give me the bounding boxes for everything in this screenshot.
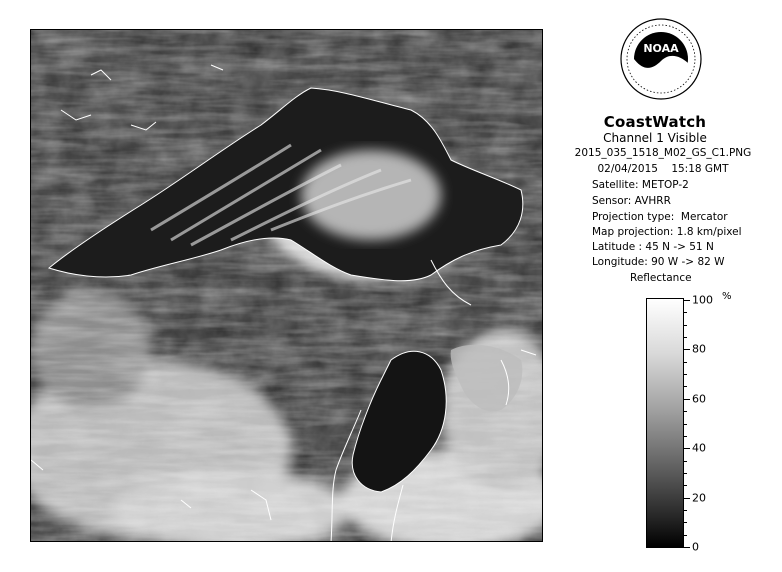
channel-subtitle: Channel 1 Visible (603, 131, 707, 145)
noaa-seal-icon (619, 17, 703, 101)
colorbar-title: Reflectance (630, 272, 692, 284)
projection-type-info: Projection type: Mercator (592, 211, 728, 223)
map-image (31, 30, 543, 542)
colorbar-minor-tick (684, 312, 687, 313)
colorbar-minor-tick (684, 362, 687, 363)
colorbar-tick-label: 100 (692, 293, 713, 307)
reflectance-colorbar (646, 298, 684, 548)
colorbar-major-tick (684, 399, 690, 400)
colorbar-major-tick (684, 349, 690, 350)
colorbar-minor-tick (684, 374, 687, 375)
map-projection-info: Map projection: 1.8 km/pixel (592, 226, 742, 238)
svg-text:NOAA: NOAA (643, 42, 679, 55)
colorbar-minor-tick (684, 337, 687, 338)
colorbar-minor-tick (684, 436, 687, 437)
image-filename: 2015_035_1518_M02_GS_C1.PNG (574, 147, 752, 159)
colorbar-tick-label: 0 (692, 540, 699, 554)
colorbar-major-tick (684, 300, 690, 301)
colorbar-minor-tick (684, 473, 687, 474)
colorbar-minor-tick (684, 411, 687, 412)
longitude-info: Longitude: 90 W -> 82 W (592, 256, 725, 268)
colorbar-minor-tick (684, 386, 687, 387)
colorbar-minor-tick (684, 424, 687, 425)
colorbar-major-tick (684, 547, 690, 548)
colorbar-tick-label: 80 (692, 342, 706, 356)
image-datetime: 02/04/2015 15:18 GMT (597, 163, 729, 175)
colorbar-tick-label: 20 (692, 491, 706, 505)
colorbar-minor-tick (684, 522, 687, 523)
colorbar-unit: % (722, 291, 732, 302)
colorbar-tick-label: 60 (692, 392, 706, 406)
colorbar-minor-tick (684, 535, 687, 536)
sensor-info: Sensor: AVHRR (592, 195, 671, 207)
colorbar-minor-tick (684, 461, 687, 462)
latitude-info: Latitude : 45 N -> 51 N (592, 241, 714, 253)
colorbar-major-tick (684, 498, 690, 499)
colorbar-minor-tick (684, 325, 687, 326)
colorbar-major-tick (684, 448, 690, 449)
colorbar-tick-label: 40 (692, 441, 706, 455)
satellite-map (30, 29, 543, 542)
colorbar-minor-tick (684, 485, 687, 486)
product-title: CoastWatch (603, 113, 707, 131)
noaa-logo (619, 17, 703, 101)
satellite-info: Satellite: METOP-2 (592, 179, 689, 191)
colorbar-minor-tick (684, 510, 687, 511)
